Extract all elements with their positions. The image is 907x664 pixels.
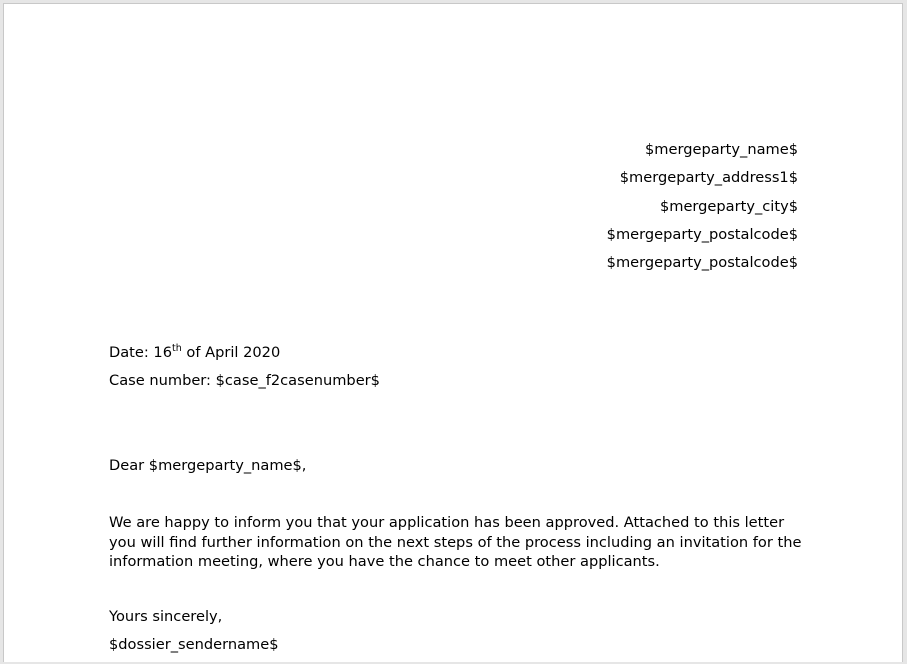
recipient-postalcode-2: $mergeparty_postalcode$	[606, 254, 798, 272]
closing-block	[109, 607, 279, 664]
recipient-city: $mergeparty_city$	[659, 197, 798, 215]
recipient-postalcode: $mergeparty_postalcode$	[606, 225, 798, 243]
recipient-address-block	[607, 140, 798, 281]
letter-body-paragraph: We are happy to inform you that your application has been approved. Attached to this letter you will find further information on the next steps of the process including an invitation for the information meeting, where you have the chance to meet other applicants.	[109, 514, 802, 570]
document-page	[3, 3, 903, 662]
date-line	[109, 343, 380, 371]
salutation: Dear $mergeparty_name$,	[109, 457, 307, 474]
date-ordinal: th	[172, 343, 182, 355]
letter-meta-block	[109, 343, 380, 400]
case-number-line: Case number: $case_f2casenumber$	[109, 372, 380, 390]
closing-phrase: Yours sincerely,	[109, 608, 223, 625]
recipient-address: $mergeparty_address1$	[619, 169, 798, 187]
date-rest: of April 2020	[181, 344, 281, 361]
sender-name: $dossier_sendername$	[109, 636, 279, 654]
date-label: Date: 16	[109, 344, 173, 361]
recipient-name: $mergeparty_name$	[645, 141, 798, 158]
